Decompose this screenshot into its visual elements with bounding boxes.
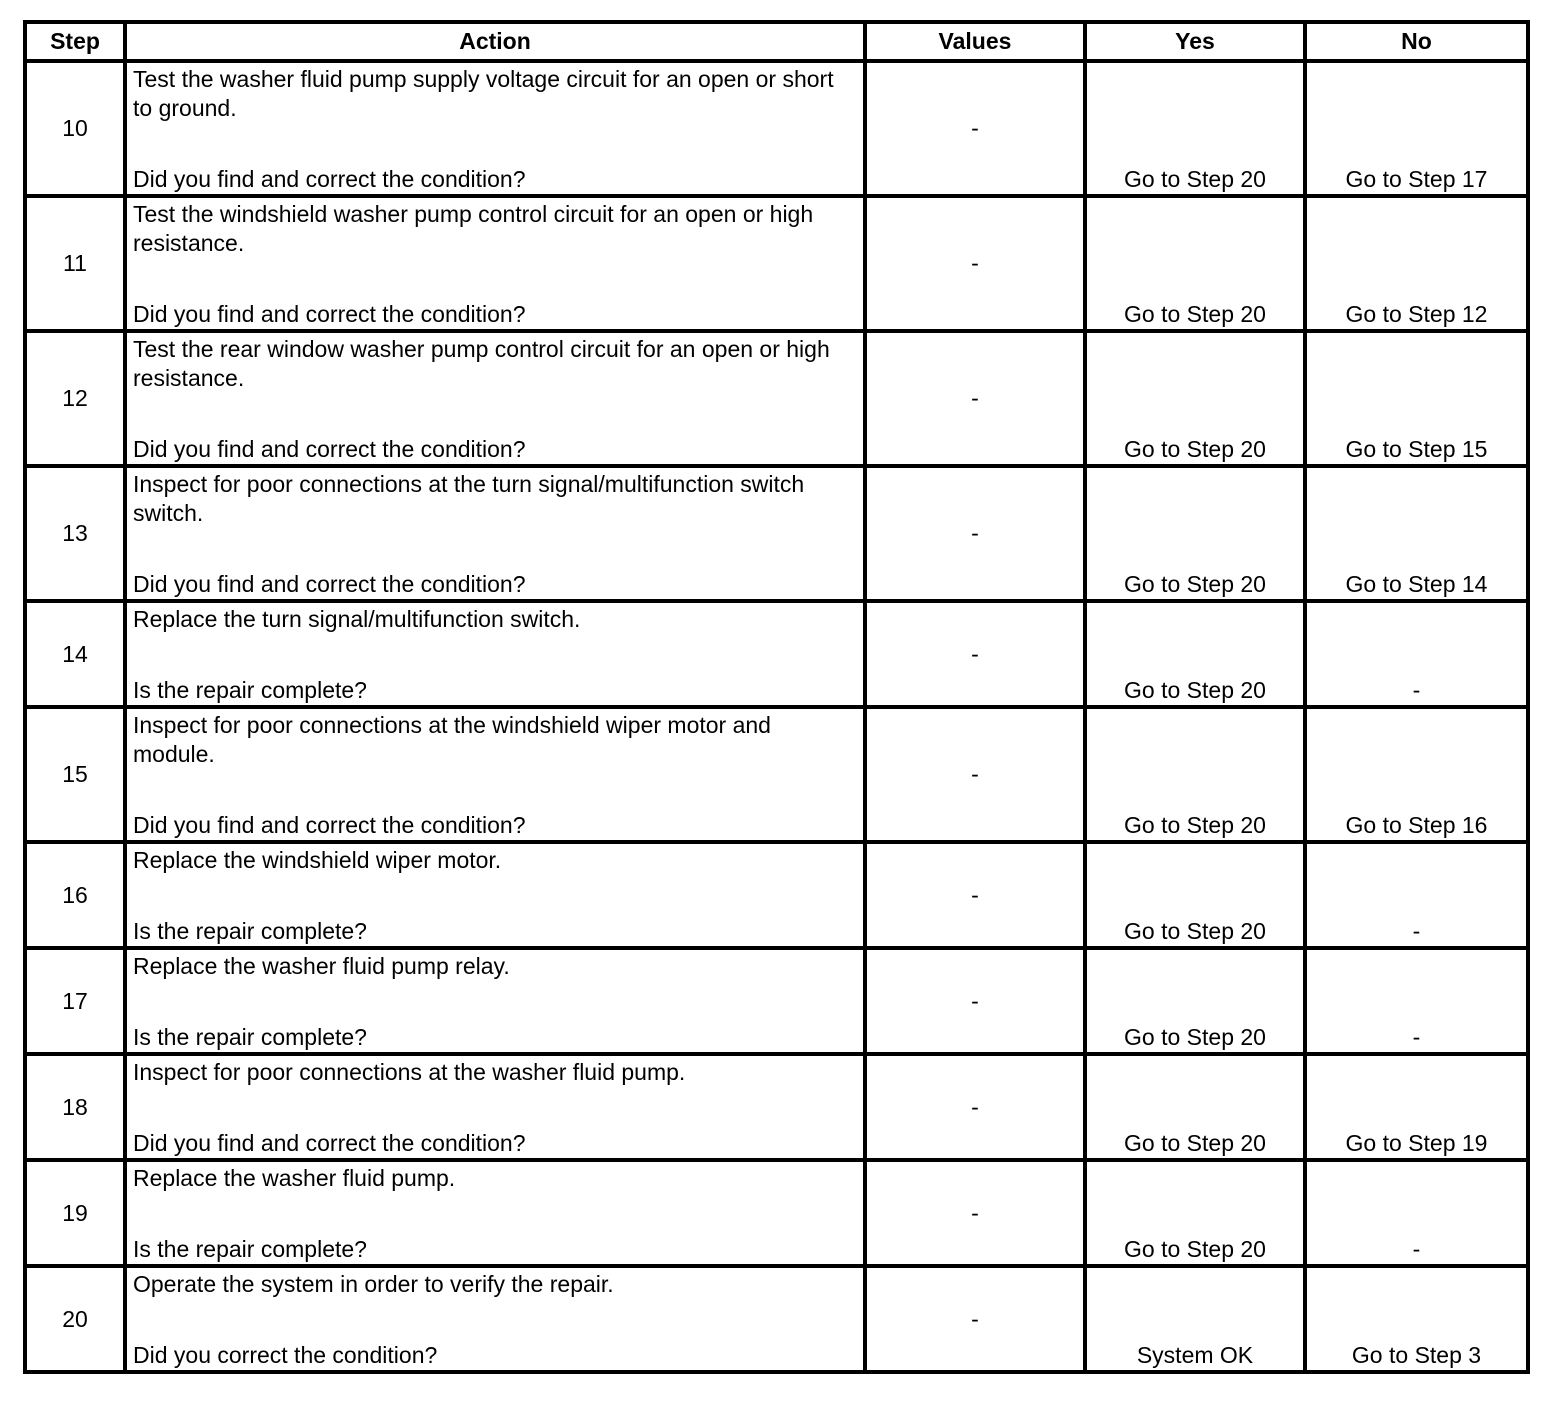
header-action: Action [125,22,865,61]
yes-cell: Go to Step 20 [1085,948,1305,1054]
action-question: Did you find and correct the condition? [133,571,526,597]
action-cell [125,1160,865,1266]
step-number: 10 [25,61,125,196]
action-question: Is the repair complete? [133,1236,367,1262]
action-question: Did you find and correct the condition? [133,1130,526,1156]
action-cell [125,948,865,1054]
action-instruction: Replace the windshield wiper motor. [133,847,502,873]
yes-cell: Go to Step 20 [1085,331,1305,466]
action-cell [125,842,865,948]
table-row [25,331,1528,466]
values-cell: - [865,601,1085,707]
values-cell: - [865,196,1085,331]
step-number: 17 [25,948,125,1054]
header-row [25,22,1528,61]
table-row [25,1266,1528,1372]
table-row [25,1054,1528,1160]
action-cell [125,601,865,707]
action-question: Did you find and correct the condition? [133,812,526,838]
action-instruction: Operate the system in order to verify the repair. [133,1271,614,1297]
yes-cell: System OK [1085,1266,1305,1372]
step-number: 20 [25,1266,125,1372]
yes-cell: Go to Step 20 [1085,601,1305,707]
action-instruction: Test the windshield washer pump control circuit for an open or high resistance. [133,201,814,256]
values-cell: - [865,1160,1085,1266]
no-cell: Go to Step 14 [1305,466,1528,601]
header-no: No [1305,22,1528,61]
action-cell [125,196,865,331]
no-cell: Go to Step 16 [1305,707,1528,842]
yes-cell: Go to Step 20 [1085,61,1305,196]
no-cell: Go to Step 15 [1305,331,1528,466]
yes-cell: Go to Step 20 [1085,1054,1305,1160]
no-cell: - [1305,1160,1528,1266]
table-row [25,466,1528,601]
action-question: Is the repair complete? [133,918,367,944]
yes-cell: Go to Step 20 [1085,466,1305,601]
action-cell [125,466,865,601]
values-cell: - [865,466,1085,601]
no-cell: Go to Step 17 [1305,61,1528,196]
action-instruction: Inspect for poor connections at the washer fluid pump. [133,1059,686,1085]
action-instruction: Test the washer fluid pump supply voltage circuit for an open or short to ground. [133,66,834,121]
table-row [25,707,1528,842]
step-number: 12 [25,331,125,466]
table-row [25,601,1528,707]
action-cell [125,1266,865,1372]
yes-cell: Go to Step 20 [1085,196,1305,331]
yes-cell: Go to Step 20 [1085,842,1305,948]
action-question: Did you correct the condition? [133,1342,438,1368]
action-question: Did you find and correct the condition? [133,301,526,327]
action-instruction: Replace the turn signal/multifunction switch. [133,606,581,632]
no-cell: - [1305,948,1528,1054]
action-cell [125,331,865,466]
yes-cell: Go to Step 20 [1085,707,1305,842]
action-question: Did you find and correct the condition? [133,436,526,462]
yes-cell: Go to Step 20 [1085,1160,1305,1266]
action-cell [125,1054,865,1160]
action-cell [125,61,865,196]
action-question: Did you find and correct the condition? [133,166,526,192]
table-row [25,842,1528,948]
no-cell: - [1305,842,1528,948]
step-number: 19 [25,1160,125,1266]
values-cell: - [865,842,1085,948]
values-cell: - [865,707,1085,842]
action-instruction: Test the rear window washer pump control circuit for an open or high resistance. [133,336,830,391]
values-cell: - [865,331,1085,466]
action-instruction: Inspect for poor connections at the turn signal/multifunction switch switch. [133,471,805,526]
step-number: 18 [25,1054,125,1160]
no-cell: Go to Step 19 [1305,1054,1528,1160]
table-row [25,948,1528,1054]
header-yes: Yes [1085,22,1305,61]
diagnostic-table [23,20,1530,1374]
values-cell: - [865,1054,1085,1160]
step-number: 13 [25,466,125,601]
action-instruction: Replace the washer fluid pump. [133,1165,456,1191]
values-cell: - [865,61,1085,196]
header-step: Step [25,22,125,61]
step-number: 15 [25,707,125,842]
no-cell: - [1305,601,1528,707]
no-cell: Go to Step 12 [1305,196,1528,331]
values-cell: - [865,948,1085,1054]
header-values: Values [865,22,1085,61]
action-question: Is the repair complete? [133,677,367,703]
table-row [25,61,1528,196]
action-question: Is the repair complete? [133,1024,367,1050]
step-number: 14 [25,601,125,707]
action-instruction: Inspect for poor connections at the windshield wiper motor and module. [133,712,771,767]
action-instruction: Replace the washer fluid pump relay. [133,953,510,979]
table-row [25,196,1528,331]
table-row [25,1160,1528,1266]
step-number: 11 [25,196,125,331]
step-number: 16 [25,842,125,948]
action-cell [125,707,865,842]
values-cell: - [865,1266,1085,1372]
no-cell: Go to Step 3 [1305,1266,1528,1372]
